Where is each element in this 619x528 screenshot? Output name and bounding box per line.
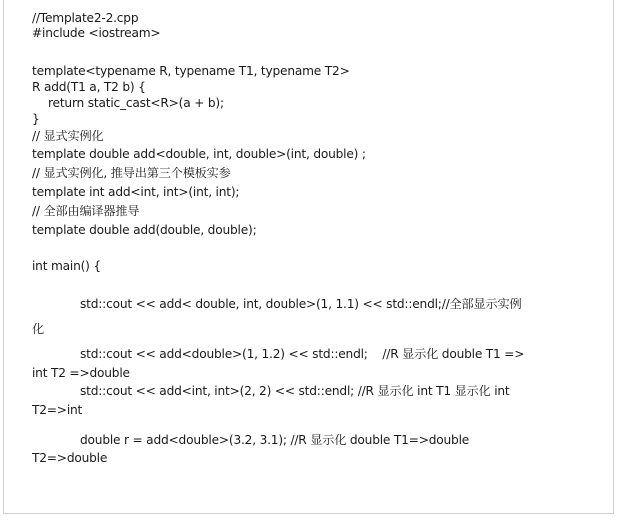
code-line-comment-deduce-third: // 显式实例化, 推导出第三个模板实参 bbox=[32, 166, 231, 180]
code-line-cout-2-wrap: int T2 =>double bbox=[32, 366, 130, 380]
code-line-comment-explicit: // 显式实例化 bbox=[32, 129, 104, 143]
code-line-return: return static_cast<R>(a + b); bbox=[48, 96, 224, 110]
code-line-close-brace: } bbox=[32, 112, 40, 126]
code-line-main: int main() { bbox=[32, 259, 101, 273]
code-line-double-r-wrap: T2=>double bbox=[32, 451, 108, 465]
code-line-cout-2: std::cout << add<double>(1, 1.2) << std::endl; //R 显示化 double T1 => bbox=[80, 347, 525, 361]
code-line-cout-3-wrap: T2=>int bbox=[32, 403, 83, 417]
code-line-cout-1-wrap: 化 bbox=[32, 322, 44, 336]
code-line-comment-compiler-deduce: // 全部由编译器推导 bbox=[32, 204, 140, 218]
code-line-function-signature: R add(T1 a, T2 b) { bbox=[32, 80, 146, 94]
code-line-explicit-instantiation-3: template double add(double, double); bbox=[32, 223, 257, 237]
code-line-double-r: double r = add<double>(3.2, 3.1); //R 显示化 double T1=>double bbox=[80, 433, 470, 447]
code-line-explicit-instantiation-1: template double add<double, int, double>(int, double) ; bbox=[32, 147, 366, 161]
code-line-cout-3: std::cout << add<int, int>(2, 2) << std::endl; //R 显示化 int T1 显示化 int bbox=[80, 384, 510, 398]
code-line-template-decl: template<typename R, typename T1, typename T2> bbox=[32, 64, 350, 78]
code-line-cout-1: std::cout << add< double, int, double>(1, 1.1) << std::endl;//全部显示实例 bbox=[80, 297, 522, 311]
code-line-comment-filename: //Template2-2.cpp bbox=[32, 11, 139, 25]
code-line-explicit-instantiation-2: template int add<int, int>(int, int); bbox=[32, 185, 240, 199]
code-line-include: #include <iostream> bbox=[32, 26, 161, 40]
